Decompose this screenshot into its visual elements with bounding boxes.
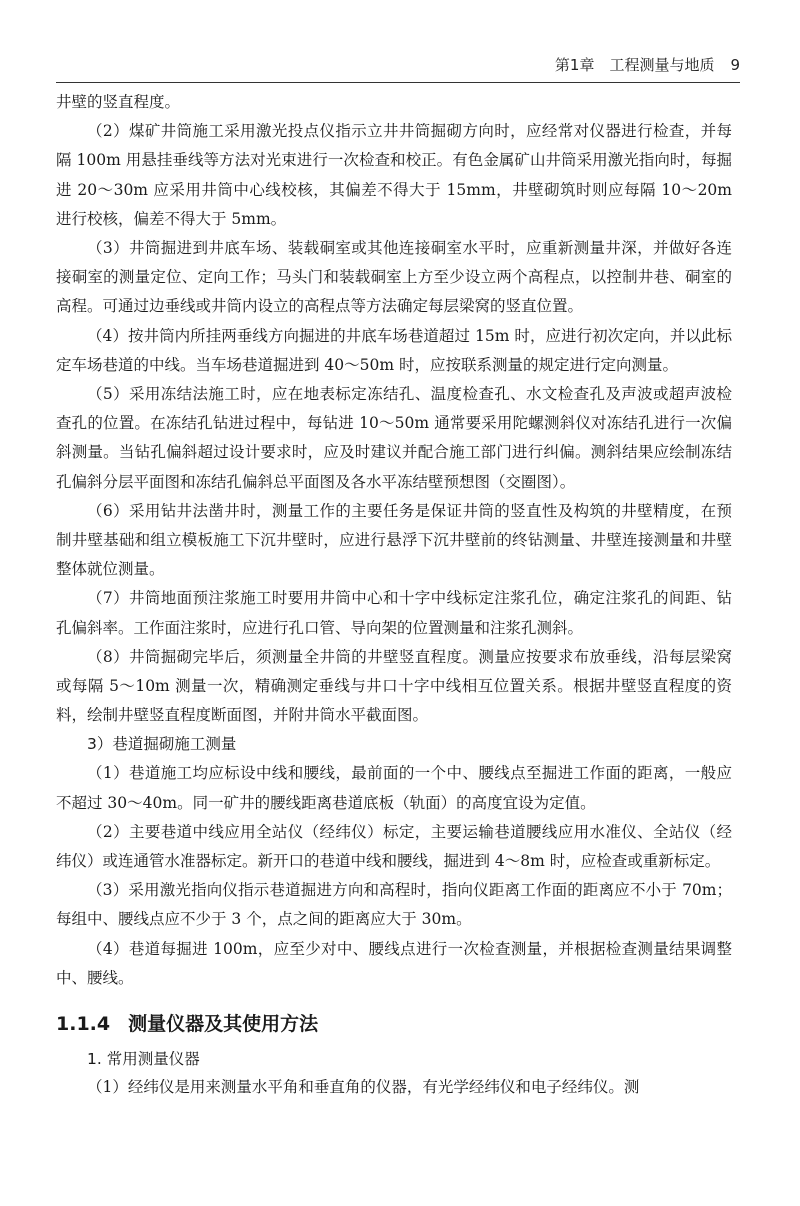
paragraph: 井壁的竖直程度。 (56, 93, 181, 111)
paragraph: （7）井筒地面预注浆施工时要用井筒中心和十字中线标定注浆孔位，确定注浆孔的间距、钻孔偏斜率。工作面注浆时，应进行孔口管、导向架的位置测量和注浆孔测斜。 (56, 589, 732, 637)
subsection-heading: 3）巷道掘砌施工测量 (87, 735, 237, 754)
page-body (56, 88, 732, 1102)
paragraph: （1）巷道施工均应标设中线和腰线，最前面的一个中、腰线点至掘进工作面的距离，一般应不超过 30～40m。同一矿井的腰线距离巷道底板（轨面）的高度宜设为定值。 (56, 764, 732, 812)
paragraph: （2）煤矿井筒施工采用激光投点仪指示立井井筒掘砌方向时，应经常对仪器进行检查，并每隔 100m 用悬挂垂线等方法对光束进行一次检查和校正。有色金属矿山井筒采用激光指向时，每掘进 20～30m 应采用井筒中心线校核，其偏差不得大于 15mm，井壁砌筑时则应每隔 10～20m 进行校核，偏差不得大于 5mm。 (56, 122, 732, 228)
paragraph: （1）经纬仪是用来测量水平角和垂直角的仪器，有光学经纬仪和电子经纬仪。测 (87, 1078, 640, 1097)
paragraph: （2）主要巷道中线应用全站仪（经纬仪）标定，主要运输巷道腰线应用水准仪、全站仪（经纬仪）或连通管水准器标定。新开口的巷道中线和腰线，掘进到 4～8m 时，应检查或重新标定。 (56, 822, 732, 871)
paragraph: （6）采用钻井法凿井时，测量工作的主要任务是保证井筒的竖直性及构筑的井壁精度，在预制井壁基础和组立模板施工下沉井壁时，应进行悬浮下沉井壁前的终钻测量、井壁连接测量和井壁整体就位测量。 (56, 501, 732, 579)
running-header (56, 52, 740, 83)
section-heading (56, 1009, 732, 1039)
paragraph: （4）按井筒内所挂两垂线方向掘进的井底车场巷道超过 15m 时，应进行初次定向，并以此标定车场巷道的中线。当车场巷道掘进到 40～50m 时，应按联系测量的规定进行定向测量。 (56, 326, 732, 374)
paragraph: （4）巷道每掘进 100m，应至少对中、腰线点进行一次检查测量，并根据检查测量结果调整中、腰线。 (56, 939, 732, 987)
paragraph: （8）井筒掘砌完毕后，须测量全井筒的井壁竖直程度。测量应按要求布放垂线，沿每层梁窝或每隔 5～10m 测量一次，精确测定垂线与井口十字中线相互位置关系。根据井壁竖直程度的资料，绘制井壁竖直程度断面图，并附井筒水平截面图。 (56, 647, 732, 725)
paragraph: （3）采用激光指向仪指示巷道掘进方向和高程时，指向仪距离工作面的距离应不小于 70m；每组中、腰线点应不少于 3 个，点之间的距离应大于 30m。 (56, 881, 732, 929)
section-title: 测量仪器及其使用方法 (128, 1013, 319, 1036)
paragraph: （3）井筒掘进到井底车场、装载硐室或其他连接硐室水平时，应重新测量井深，并做好各连接硐室的测量定位、定向工作；马头门和装载硐室上方至少设立两个高程点，以控制井巷、硐室的高程。可通过边垂线或井筒内设立的高程点等方法确定每层梁窝的竖直位置。 (56, 239, 732, 316)
subsection-heading: 1. 常用测量仪器 (87, 1050, 200, 1069)
header-right (555, 54, 740, 75)
chapter-title: 第1章 工程测量与地质 (554, 56, 715, 74)
paragraph: （5）采用冻结法施工时，应在地表标定冻结孔、温度检查孔、水文检查孔及声波或超声波检查孔的位置。在冻结孔钻进过程中，每钻进 10～50m 通常要采用陀螺测斜仪对冻结孔进行一次偏斜测量。当钻孔偏斜超过设计要求时，应及时建议并配合施工部门进行纠偏。测斜结果应绘制冻结孔偏斜分层平面图和冻结孔偏斜总平面图及各水平冻结壁预想图（交圈图）。 (56, 385, 732, 491)
section-number: 1.1.4 (56, 1013, 111, 1036)
page-number: 9 (730, 56, 740, 74)
